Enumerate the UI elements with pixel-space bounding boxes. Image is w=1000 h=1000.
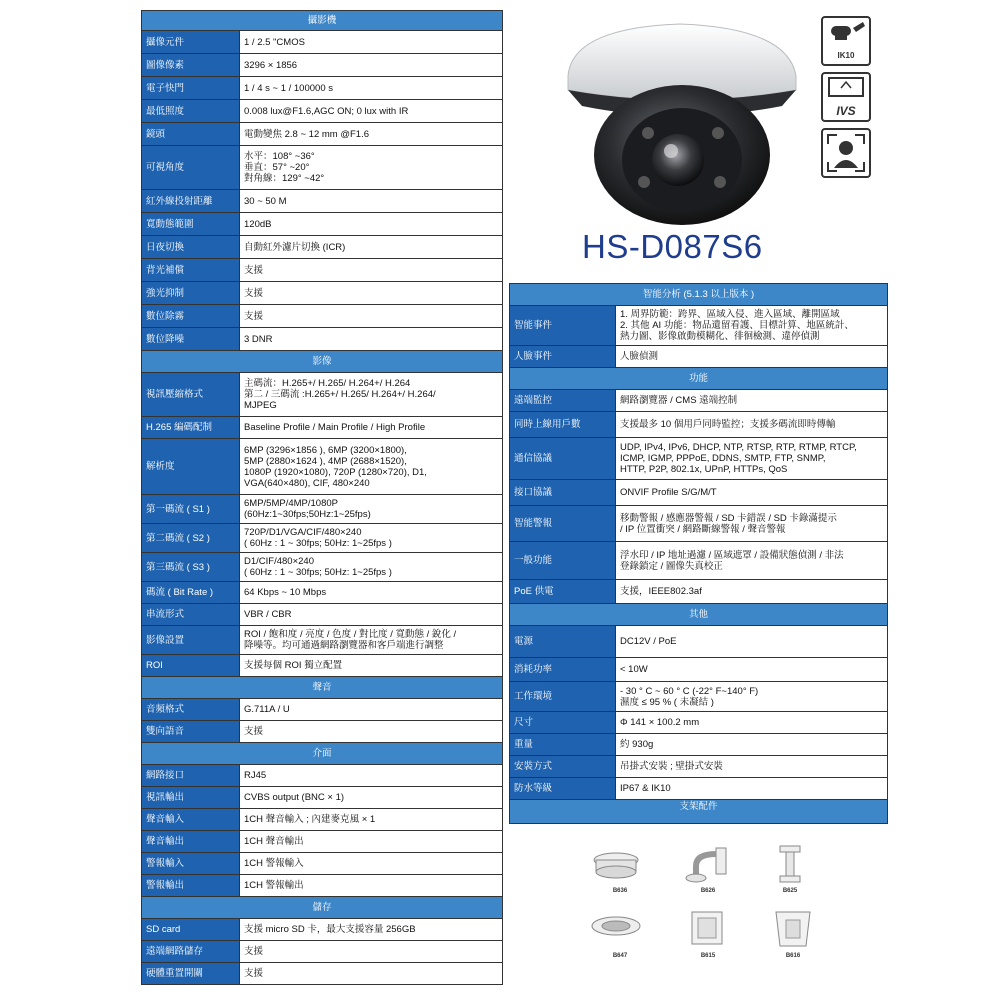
spec-row — [142, 655, 503, 677]
spec-row — [142, 213, 503, 236]
section-title: 攝影機 — [142, 11, 503, 31]
spec-value: 吊掛式安裝 ; 壁掛式安裝 — [616, 756, 888, 778]
spec-label: 解析度 — [142, 439, 240, 495]
spec-row — [510, 306, 888, 346]
spec-value: 720P/D1/VGA/CIF/480×240 ( 60Hz : 1 ~ 30fps; 50Hz: 1~25fps ) — [240, 524, 503, 553]
spec-row — [142, 259, 503, 282]
spec-value: 1CH 聲音輸入 ; 內建麥克風 × 1 — [240, 809, 503, 831]
spec-value: VBR / CBR — [240, 604, 503, 626]
spec-value: 浮水印 / IP 地址過濾 / 區域遮罩 / 設備狀態偵測 / 非法 登錄鎖定 / 圖像失真校正 — [616, 542, 888, 580]
spec-label: 可視角度 — [142, 146, 240, 190]
section-title: 支架配件 — [510, 800, 888, 824]
section-title: 聲音 — [142, 677, 503, 699]
spec-label: 數位降噪 — [142, 328, 240, 351]
section-title: 智能分析 (5.1.3 以上版本 ) — [510, 284, 888, 306]
spec-label: 強光抑制 — [142, 282, 240, 305]
spec-value: 3 DNR — [240, 328, 503, 351]
spec-value: 1CH 警報輸出 — [240, 875, 503, 897]
spec-row — [142, 439, 503, 495]
vandal-proof-icon — [823, 18, 869, 52]
face-detection-icon — [823, 130, 869, 176]
spec-value: 支援 — [240, 282, 503, 305]
camera-product-image — [560, 10, 805, 225]
spec-row — [142, 305, 503, 328]
spec-value: UDP, IPv4, IPv6, DHCP, NTP, RTSP, RTP, RTMP, RTCP, ICMP, IGMP, PPPoE, DDNS, SMTP, FTP, SNMP, HTTP, P2P, 802.1x, UPnP, HTTPs, QoS — [616, 438, 888, 480]
spec-row — [510, 346, 888, 368]
spec-row — [142, 582, 503, 604]
spec-value: ROI / 飽和度 / 亮度 / 色度 / 對比度 / 寬動態 / 銳化 / 降噪等。均可通過網路瀏覽器和客戶端進行調整 — [240, 626, 503, 655]
spec-row — [510, 756, 888, 778]
spec-row — [510, 542, 888, 580]
spec-value: CVBS output (BNC × 1) — [240, 787, 503, 809]
bracket-b616-icon — [770, 908, 816, 950]
accessory-label: B626 — [700, 888, 716, 894]
spec-value: D1/CIF/480×240 ( 60Hz : 1 ~ 30fps; 50Hz: 1~25fps ) — [240, 553, 503, 582]
spec-label: 視訊壓縮格式 — [142, 373, 240, 417]
spec-label: 警報輸出 — [142, 875, 240, 897]
spec-value: 1CH 聲音輸出 — [240, 831, 503, 853]
spec-label: 尺寸 — [510, 712, 616, 734]
spec-label: 聲音輸入 — [142, 809, 240, 831]
spec-label: 背光補償 — [142, 259, 240, 282]
spec-label: 一般功能 — [510, 542, 616, 580]
spec-label: 工作環境 — [510, 682, 616, 712]
spec-label: 電子快門 — [142, 77, 240, 100]
spec-value: 約 930g — [616, 734, 888, 756]
spec-row — [142, 190, 503, 213]
spec-row — [510, 480, 888, 506]
features-spec-table — [509, 283, 888, 824]
spec-label: 智能事件 — [510, 306, 616, 346]
spec-value: 支援 micro SD 卡，最大支援容量 256GB — [240, 919, 503, 941]
spec-label: 圖像像素 — [142, 54, 240, 77]
spec-row — [142, 765, 503, 787]
spec-value: 支援 — [240, 259, 503, 282]
spec-row — [142, 524, 503, 553]
spec-row — [142, 831, 503, 853]
spec-row — [510, 580, 888, 604]
spec-label: 消耗功率 — [510, 658, 616, 682]
spec-label: 寬動態範圍 — [142, 213, 240, 236]
spec-row — [510, 438, 888, 480]
section-header-row — [510, 604, 888, 626]
spec-row — [142, 77, 503, 100]
spec-row — [142, 123, 503, 146]
spec-label: H.265 編碼配制 — [142, 417, 240, 439]
ivs-label: IVS — [836, 104, 856, 118]
spec-label: 重量 — [510, 734, 616, 756]
spec-value: 支援 — [240, 963, 503, 985]
bracket-b626-icon — [682, 842, 734, 888]
spec-label: 最低照度 — [142, 100, 240, 123]
spec-value: 水平：108° ~36° 垂直：57° ~20° 對角線：129° ~42° — [240, 146, 503, 190]
spec-label: PoE 供電 — [510, 580, 616, 604]
spec-label: 警報輸入 — [142, 853, 240, 875]
spec-value: 電動變焦 2.8 ~ 12 mm @F1.6 — [240, 123, 503, 146]
spec-value: 人臉偵測 — [616, 346, 888, 368]
section-header-row — [142, 11, 503, 31]
spec-row — [142, 809, 503, 831]
spec-value: 0.008 lux@F1.6,AGC ON; 0 lux with IR — [240, 100, 503, 123]
spec-row — [142, 495, 503, 524]
section-title: 影像 — [142, 351, 503, 373]
spec-label: SD card — [142, 919, 240, 941]
spec-label: ROI — [142, 655, 240, 677]
section-header-row — [510, 368, 888, 390]
spec-label: 攝像元件 — [142, 31, 240, 54]
section-header-row — [142, 897, 503, 919]
spec-label: 視訊輸出 — [142, 787, 240, 809]
spec-value: 6MP/5MP/4MP/1080P (60Hz:1~30fps;50Hz:1~25fps) — [240, 495, 503, 524]
spec-label: 通信協議 — [510, 438, 616, 480]
accessory-label: B625 — [782, 888, 798, 894]
bracket-b615-icon — [684, 908, 730, 950]
spec-label: 安裝方式 — [510, 756, 616, 778]
spec-row — [142, 626, 503, 655]
spec-row — [142, 963, 503, 985]
section-header-row — [142, 351, 503, 373]
spec-row — [510, 734, 888, 756]
bracket-b625-icon — [770, 842, 810, 888]
spec-value: 1 / 2.5 "CMOS — [240, 31, 503, 54]
spec-row — [142, 328, 503, 351]
spec-value: ONVIF Profile S/G/M/T — [616, 480, 888, 506]
spec-row — [510, 626, 888, 658]
face-badge — [821, 128, 871, 178]
spec-row — [142, 787, 503, 809]
spec-label: 遠端網路儲存 — [142, 941, 240, 963]
spec-value: 支援，IEEE802.3af — [616, 580, 888, 604]
spec-row — [510, 778, 888, 800]
spec-label: 鏡頭 — [142, 123, 240, 146]
ik10-label: IK10 — [837, 51, 855, 60]
spec-value: Baseline Profile / Main Profile / High Profile — [240, 417, 503, 439]
spec-label: 第三碼流 ( S3 ) — [142, 553, 240, 582]
spec-value: Φ 141 × 100.2 mm — [616, 712, 888, 734]
monitor-icon — [823, 74, 869, 104]
spec-value: 支援 — [240, 721, 503, 743]
spec-row — [142, 31, 503, 54]
accessory-label: B636 — [612, 888, 628, 894]
spec-label: 防水等級 — [510, 778, 616, 800]
spec-label: 日夜切換 — [142, 236, 240, 259]
spec-value: G.711A / U — [240, 699, 503, 721]
spec-label: 硬體重置開關 — [142, 963, 240, 985]
accessory-label: B615 — [700, 953, 716, 959]
spec-row — [142, 553, 503, 582]
spec-value: 3296 × 1856 — [240, 54, 503, 77]
spec-row — [510, 412, 888, 438]
spec-value: IP67 & IK10 — [616, 778, 888, 800]
spec-row — [142, 100, 503, 123]
spec-label: 同時上線用戶數 — [510, 412, 616, 438]
spec-row — [510, 390, 888, 412]
spec-label: 影像設置 — [142, 626, 240, 655]
spec-label: 串流形式 — [142, 604, 240, 626]
spec-row — [142, 919, 503, 941]
spec-value: 1CH 警報輸入 — [240, 853, 503, 875]
spec-label: 聲音輸出 — [142, 831, 240, 853]
bracket-b647-icon — [590, 910, 642, 950]
section-header-row — [142, 743, 503, 765]
spec-value: 主碼流：H.265+/ H.265/ H.264+/ H.264 第二 / 三碼流 :H.265+/ H.265/ H.264+/ H.264/ MJPEG — [240, 373, 503, 417]
spec-value: 支援最多 10 個用戶同時監控；支援多碼流即時傳輸 — [616, 412, 888, 438]
spec-value: 6MP (3296×1856 ), 6MP (3200×1800), 5MP (2880×1624 ), 4MP (2688×1520), 1080P (1920×1080), 720P (1280×720), D1, VGA(640×480), CIF, 480×240 — [240, 439, 503, 495]
camera-spec-table — [141, 10, 503, 985]
spec-label: 音頻格式 — [142, 699, 240, 721]
spec-label: 網路接口 — [142, 765, 240, 787]
spec-value: 自動紅外濾片切換 (ICR) — [240, 236, 503, 259]
section-title: 其他 — [510, 604, 888, 626]
spec-row — [142, 417, 503, 439]
spec-label: 人臉事件 — [510, 346, 616, 368]
spec-row — [142, 699, 503, 721]
ivs-badge — [821, 72, 871, 122]
spec-row — [142, 941, 503, 963]
spec-row — [510, 682, 888, 712]
spec-value: RJ45 — [240, 765, 503, 787]
model-name: HS-D087S6 — [582, 228, 763, 265]
spec-label: 第一碼流 ( S1 ) — [142, 495, 240, 524]
spec-value: 移動警報 / 感應器警報 / SD 卡錯誤 / SD 卡錄滿提示 / IP 位置衝突 / 網路斷線警報 / 聲音警報 — [616, 506, 888, 542]
spec-value: < 10W — [616, 658, 888, 682]
spec-value: 支援每個 ROI 獨立配置 — [240, 655, 503, 677]
section-header-row — [142, 677, 503, 699]
spec-value: 64 Kbps ~ 10 Mbps — [240, 582, 503, 604]
spec-row — [142, 54, 503, 77]
section-title: 儲存 — [142, 897, 503, 919]
spec-row — [142, 604, 503, 626]
spec-value: 支援 — [240, 305, 503, 328]
spec-value: 120dB — [240, 213, 503, 236]
spec-label: 第二碼流 ( S2 ) — [142, 524, 240, 553]
spec-label: 紅外線投射距離 — [142, 190, 240, 213]
section-header-row — [510, 284, 888, 306]
section-title: 功能 — [510, 368, 888, 390]
section-header-row — [510, 800, 888, 824]
spec-row — [142, 853, 503, 875]
spec-label: 碼流 ( Bit Rate ) — [142, 582, 240, 604]
spec-value: 1. 周界防範：跨界、區域入侵、進入區域、離開區域 2. 其他 AI 功能：物品遺留看護、目標計算、地區統計、 熱力圖、影像啟動模糊化、徘徊檢測、違停偵測 — [616, 306, 888, 346]
ik10-badge — [821, 16, 871, 66]
spec-value: 支援 — [240, 941, 503, 963]
spec-value: - 30 ° C ~ 60 ° C (-22° F~140° F) 濕度 ≤ 95 % ( 未凝結 ) — [616, 682, 888, 712]
spec-label: 數位除霧 — [142, 305, 240, 328]
section-title: 介面 — [142, 743, 503, 765]
spec-row — [142, 146, 503, 190]
spec-row — [510, 712, 888, 734]
bracket-b636-icon — [590, 842, 642, 888]
spec-value: 網路瀏覽器 / CMS 遠端控制 — [616, 390, 888, 412]
spec-row — [142, 236, 503, 259]
spec-row — [142, 282, 503, 305]
spec-row — [510, 658, 888, 682]
spec-label: 遠端監控 — [510, 390, 616, 412]
spec-label: 接口協議 — [510, 480, 616, 506]
spec-value: 1 / 4 s ~ 1 / 100000 s — [240, 77, 503, 100]
spec-value: 30 ~ 50 M — [240, 190, 503, 213]
accessory-label: B647 — [612, 953, 628, 959]
accessory-label: B616 — [785, 953, 801, 959]
spec-value: DC12V / PoE — [616, 626, 888, 658]
spec-label: 智能警報 — [510, 506, 616, 542]
spec-row — [510, 506, 888, 542]
spec-row — [142, 875, 503, 897]
spec-row — [142, 373, 503, 417]
spec-label: 雙向語音 — [142, 721, 240, 743]
spec-label: 電源 — [510, 626, 616, 658]
spec-row — [142, 721, 503, 743]
